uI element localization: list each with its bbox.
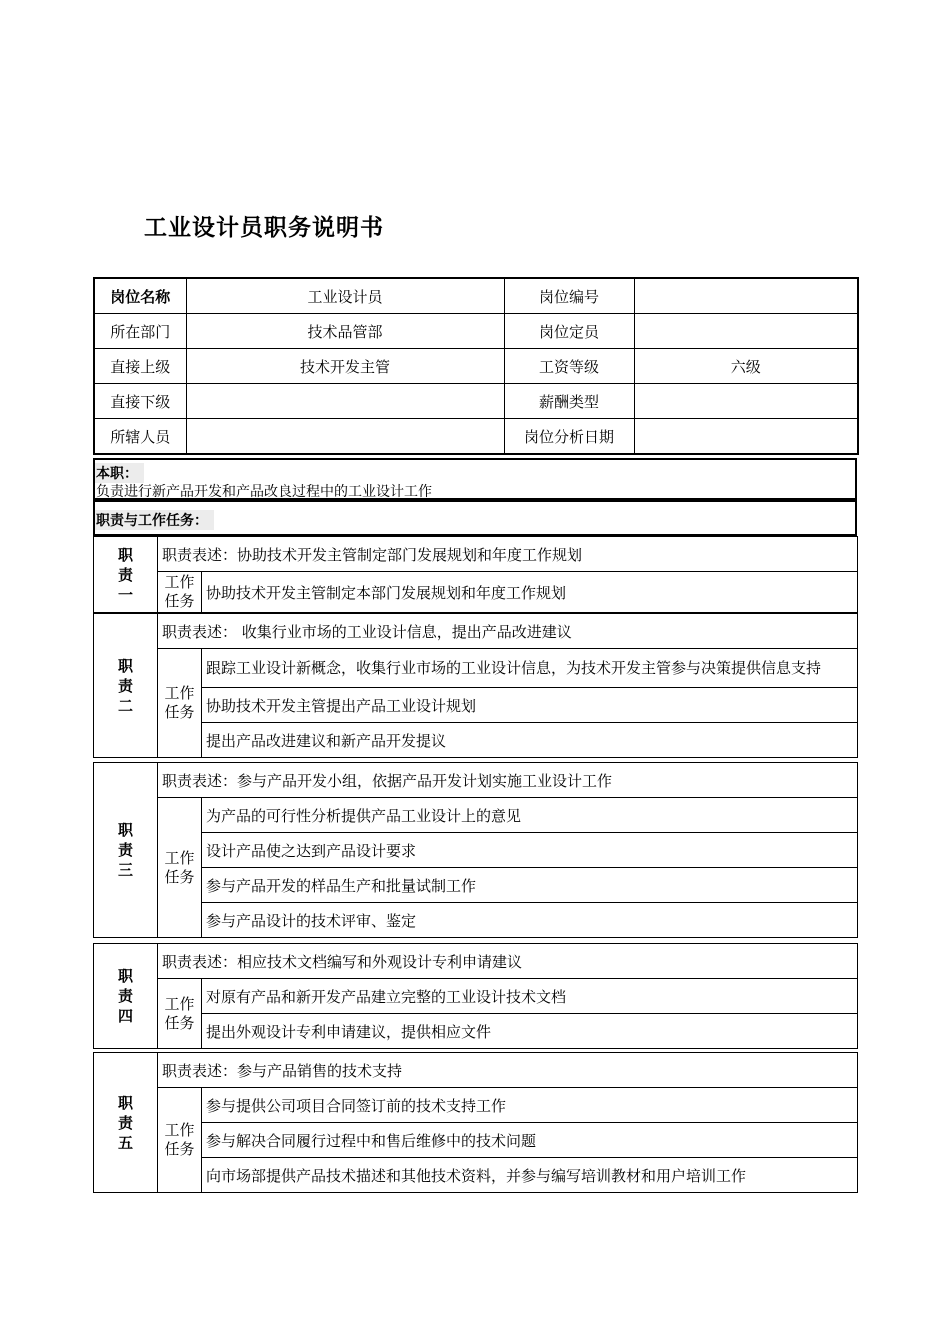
task-item: 为产品的可行性分析提供产品工业设计上的意见 [202, 798, 858, 833]
info-label: 薪酬类型 [504, 384, 634, 419]
info-value [634, 419, 858, 455]
task-row [94, 798, 858, 833]
duty-label: 职 责 一 [94, 537, 158, 613]
info-label: 岗位名称 [94, 278, 186, 314]
info-row [94, 314, 858, 349]
duty-table-5 [93, 1052, 858, 1193]
task-row [94, 833, 858, 868]
duty-description: 职责表述：协助技术开发主管制定部门发展规划和年度工作规划 [158, 537, 858, 572]
duty-table-2 [93, 613, 858, 758]
task-item: 协助技术开发主管制定本部门发展规划和年度工作规划 [202, 572, 858, 613]
duty-description: 职责表述：参与产品开发小组，依据产品开发计划实施工业设计工作 [158, 763, 858, 798]
info-label: 岗位分析日期 [504, 419, 634, 455]
task-item: 设计产品使之达到产品设计要求 [202, 833, 858, 868]
task-item: 跟踪工业设计新概念，收集行业市场的工业设计信息，为技术开发主管参与决策提供信息支持 [202, 649, 858, 688]
benzhi-text: 负责进行新产品开发和产品改良过程中的工业设计工作 [96, 484, 432, 500]
task-row [94, 1014, 858, 1049]
task-row [94, 868, 858, 903]
info-value [634, 384, 858, 419]
info-row [94, 349, 858, 384]
info-label: 岗位定员 [504, 314, 634, 349]
task-item: 提出外观设计专利申请建议，提供相应文件 [202, 1014, 858, 1049]
task-row [94, 979, 858, 1014]
duty-label: 职 责 三 [94, 763, 158, 938]
info-value: 工业设计员 [186, 278, 504, 314]
info-value: 六级 [634, 349, 858, 384]
task-label: 工作 任务 [158, 1088, 202, 1193]
info-label: 直接上级 [94, 349, 186, 384]
benzhi-section [93, 458, 857, 500]
info-label: 直接下级 [94, 384, 186, 419]
benzhi-label: 本职： [95, 463, 144, 483]
task-label: 工作 任务 [158, 572, 202, 613]
info-value [634, 314, 858, 349]
info-row [94, 419, 858, 455]
task-row [94, 1123, 858, 1158]
task-row [94, 1158, 858, 1193]
task-row [94, 903, 858, 938]
duty-label: 职 责 五 [94, 1053, 158, 1193]
info-value: 技术品管部 [186, 314, 504, 349]
task-label: 工作 任务 [158, 798, 202, 938]
task-row [94, 1088, 858, 1123]
task-item: 向市场部提供产品技术描述和其他技术资料，并参与编写培训教材和用户培训工作 [202, 1158, 858, 1193]
duty-desc-row [94, 537, 858, 572]
task-item: 参与产品设计的技术评审、鉴定 [202, 903, 858, 938]
info-value [186, 384, 504, 419]
duty-desc-row [94, 944, 858, 979]
info-row [94, 278, 858, 314]
info-value [634, 278, 858, 314]
page-title: 工业设计员职务说明书 [144, 215, 384, 241]
duty-desc-row [94, 1053, 858, 1088]
duties-header [93, 500, 857, 536]
task-item: 提出产品改进建议和新产品开发提议 [202, 723, 858, 758]
task-item: 参与解决合同履行过程中和售后维修中的技术问题 [202, 1123, 858, 1158]
task-item: 参与产品开发的样品生产和批量试制工作 [202, 868, 858, 903]
duty-description: 职责表述：相应技术文档编写和外观设计专利申请建议 [158, 944, 858, 979]
duty-table-3 [93, 762, 858, 938]
info-label: 所辖人员 [94, 419, 186, 455]
info-row [94, 384, 858, 419]
duty-table-4 [93, 943, 858, 1049]
info-label: 工资等级 [504, 349, 634, 384]
task-row [94, 688, 858, 723]
duty-table-1 [93, 536, 858, 613]
info-value [186, 419, 504, 455]
task-label: 工作 任务 [158, 979, 202, 1049]
basic-info-table [93, 277, 859, 455]
duties-label: 职责与工作任务： [95, 510, 214, 530]
task-item: 对原有产品和新开发产品建立完整的工业设计技术文档 [202, 979, 858, 1014]
task-label: 工作 任务 [158, 649, 202, 758]
info-value: 技术开发主管 [186, 349, 504, 384]
duty-description: 职责表述： 收集行业市场的工业设计信息，提出产品改进建议 [158, 614, 858, 649]
duty-label: 职 责 二 [94, 614, 158, 758]
task-item: 协助技术开发主管提出产品工业设计规划 [202, 688, 858, 723]
info-label: 所在部门 [94, 314, 186, 349]
task-row [94, 723, 858, 758]
duty-description: 职责表述：参与产品销售的技术支持 [158, 1053, 858, 1088]
task-item: 参与提供公司项目合同签订前的技术支持工作 [202, 1088, 858, 1123]
duty-desc-row [94, 614, 858, 649]
task-row [94, 572, 858, 613]
info-label: 岗位编号 [504, 278, 634, 314]
duty-label: 职 责 四 [94, 944, 158, 1049]
task-row [94, 649, 858, 688]
duty-desc-row [94, 763, 858, 798]
